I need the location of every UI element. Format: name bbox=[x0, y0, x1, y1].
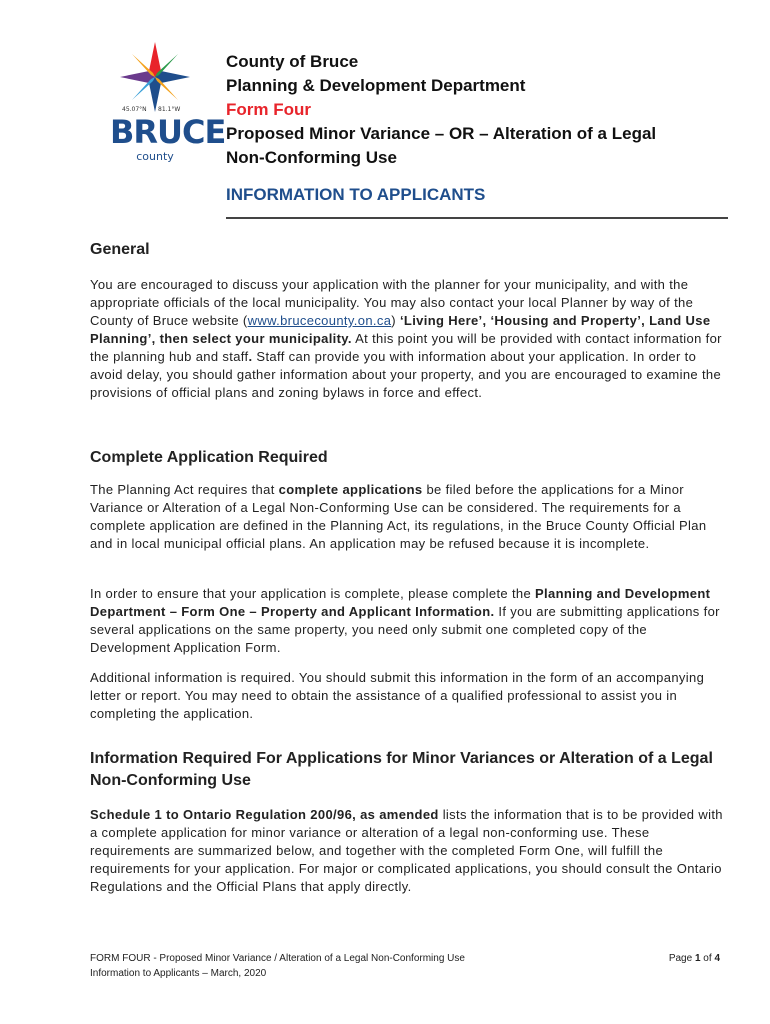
page-footer bbox=[90, 951, 720, 981]
logo-longitude: 81.1°W bbox=[158, 106, 181, 113]
page-number: Page 1 of 4 bbox=[668, 953, 720, 964]
bruce-county-logo bbox=[110, 42, 226, 163]
general-heading: General bbox=[90, 241, 150, 258]
general-paragraph: You are encouraged to discuss your application with the planner for your municipality, and with the appropriate officials of the local municipality. You may also contact your local Planner by way of the County of Bruce website (www.brucecounty.on.ca) ‘Living Here’, ‘Housing and Property’, Land Use Planning’, then select your municipality. At this point you will be provided with contact information for the planning hub and staff. Staff can provide you with information about your application. In order to avoid delay, you should gather information about your property, and you are encouraged to examine the provisions of official plans and zoning bylaws in force and effect. bbox=[90, 277, 722, 400]
complete-application-heading: Complete Application Required bbox=[90, 449, 328, 466]
logo-latitude: 45.07°N bbox=[122, 106, 147, 113]
info-title: INFORMATION TO APPLICANTS bbox=[226, 185, 486, 204]
info-required-paragraph: Schedule 1 to Ontario Regulation 200/96, as amended lists the information that is to be provided with a complete application for minor variance or alteration of a legal non-conforming use. These requirements are summarized below, and together with the completed Form One, will fulfill the requirements for your application. For major or complicated applications, you should consult the Ontario Regulations and the Official Plans that apply directly. bbox=[90, 807, 723, 894]
form-title-line-1: Proposed Minor Variance – OR – Alteration of a Legal bbox=[226, 124, 657, 143]
department-name: Planning & Development Department bbox=[226, 76, 526, 95]
logo-brand-text: BRUCE bbox=[110, 113, 226, 151]
document-header bbox=[226, 50, 736, 170]
logo-sub-text: county bbox=[136, 150, 174, 163]
complete-paragraph-3: Additional information is required. You should submit this information in the form of an accompanying letter or report. You may need to obtain the assistance of a qualified professional to assist you in completing the application. bbox=[90, 670, 705, 721]
complete-paragraph-1: The Planning Act requires that complete applications be filed before the applications for a Minor Variance or Alteration of a Legal Non-Conforming Use can be considered. The requirements for a complete application are defined in the Planning Act, its regulations, in the Bruce County Official Plan and in local municipal official plans. An application may be refused because it is incomplete. bbox=[90, 482, 707, 551]
footer-form-line: FORM FOUR - Proposed Minor Variance / Alteration of a Legal Non-Conforming Use bbox=[90, 953, 465, 964]
form-number: Form Four bbox=[226, 100, 311, 119]
form-title-line-2: Non-Conforming Use bbox=[226, 148, 397, 167]
info-required-heading: Information Required For Applications for Minor Variances or Alteration of a Legal Non-Conforming Use bbox=[90, 750, 713, 789]
footer-date-line: Information to Applicants – March, 2020 bbox=[90, 968, 267, 979]
complete-paragraph-2: In order to ensure that your application is complete, please complete the Planning and Development Department – Form One – Property and Applicant Information. If you are submitting applications for several applications on the same property, you need only submit one completed copy of the Development Application Form. bbox=[90, 586, 720, 655]
header-divider bbox=[226, 217, 728, 219]
compass-star-icon bbox=[120, 42, 190, 112]
org-name: County of Bruce bbox=[226, 52, 359, 71]
county-website-link[interactable]: www.brucecounty.on.ca bbox=[247, 313, 392, 328]
